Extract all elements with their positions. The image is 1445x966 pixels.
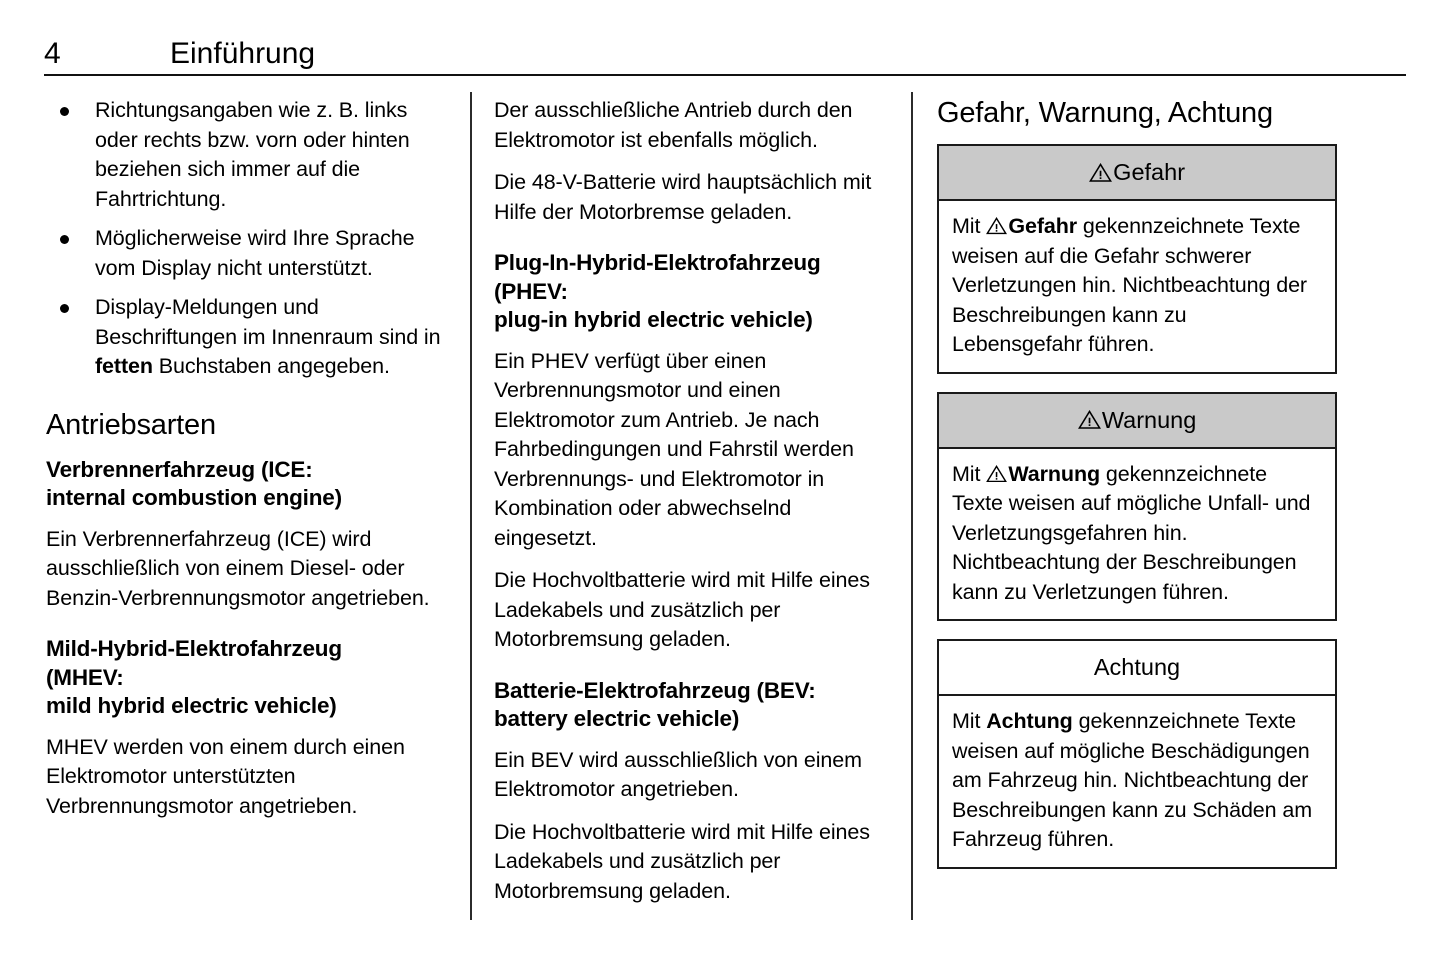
notice-title-gefahr-label: Gefahr	[1113, 159, 1186, 185]
header-rule	[44, 74, 1406, 76]
notice-box-warnung	[937, 392, 1337, 622]
notice-body-gefahr-bold: Gefahr	[1008, 214, 1078, 238]
list-item	[46, 224, 450, 283]
list-item-text: Möglicherweise wird Ihre Sprache vom Display nicht unterstützt.	[95, 226, 415, 280]
paragraph-mhev-cont-2: Die 48-V-Batterie wird hauptsächlich mit Hilfe der Motorbremse geladen.	[494, 170, 872, 224]
notice-body-achtung-before: Mit	[952, 709, 987, 733]
subheading-mhev-de-2: (MHEV:	[46, 664, 124, 690]
subheading-ice-en: internal combustion engine)	[46, 485, 342, 510]
notice-title-achtung	[939, 641, 1335, 696]
page-title: Einführung	[170, 37, 316, 70]
warning-triangle-icon	[986, 465, 1007, 483]
subheading-phev-en: plug-in hybrid electric vehicle)	[494, 307, 813, 332]
notice-body-gefahr	[939, 201, 1335, 372]
notice-body-warnung-bold: Warnung	[1008, 461, 1101, 486]
bullet-dot-icon	[60, 304, 69, 313]
notice-body-achtung-after: gekennzeichnete Texte weisen auf mögliche Beschädigungen am Fahrzeug hin. Nichtbeachtung der Beschreibungen kann zu Schäden am Fahrzeug führen.	[952, 709, 1313, 851]
paragraph-bev-body-2: Die Hochvoltbatterie wird mit Hilfe eines Ladekabels und zusätzlich per Motorbremsung geladen.	[494, 819, 870, 903]
list-item-text-before: Display-Meldungen und Beschriftungen im Innenraum sind in	[95, 295, 441, 349]
subheading-phev	[494, 249, 894, 335]
subheading-phev-de-1: Plug-In-Hybrid-Elektrofahrzeug	[494, 250, 821, 275]
notice-title-warnung-label: Warnung	[1101, 406, 1197, 433]
list-item-text: Richtungsangaben wie z. B. links oder rechts bzw. vorn oder hinten beziehen sich immer auf die Fahrtrichtung.	[95, 98, 410, 211]
paragraph-mhev-cont-1: Der ausschließliche Antrieb durch den Elektromotor ist ebenfalls möglich.	[494, 98, 853, 152]
column-divider-1	[470, 92, 472, 920]
subheading-mhev-en: mild hybrid electric vehicle)	[46, 693, 337, 718]
notice-box-achtung	[937, 639, 1337, 869]
notice-body-warnung	[939, 449, 1335, 620]
paragraph-phev-body-2: Die Hochvoltbatterie wird mit Hilfe eines Ladekabels und zusätzlich per Motorbremsung geladen.	[494, 568, 870, 651]
subheading-ice-de: Verbrennerfahrzeug (ICE:	[46, 456, 313, 482]
paragraph-phev-body-1: Ein PHEV verfügt über einen Verbrennungsmotor und einen Elektromotor zum Antrieb. Je nach Fahrbedingungen und Fahrstil werden Verbrennungs- und Elektromotor in Kombination oder abwechselnd eingesetzt.	[494, 348, 854, 550]
warning-triangle-icon	[1078, 410, 1101, 429]
notice-body-gefahr-before: Mit	[952, 214, 987, 238]
column-divider-2	[911, 92, 913, 920]
warning-triangle-icon	[1089, 163, 1112, 182]
page-header	[44, 36, 1406, 76]
paragraph-mhev-body: MHEV werden von einem durch einen Elektromotor unterstützten Verbrennungsmotor angetrieben.	[46, 734, 405, 818]
content-column-1	[46, 96, 450, 834]
subheading-bev-en: battery electric vehicle)	[494, 706, 740, 731]
bullet-dot-icon	[60, 107, 69, 116]
notice-title-achtung-label: Achtung	[1093, 654, 1181, 680]
notice-body-warnung-after: gekennzeichnete Texte weisen auf mögliche Unfall- und Verletzungsgefahren hin. Nichtbeachtung der Beschreibungen kann zu Verletzungen führen.	[952, 461, 1311, 604]
page-number: 4	[44, 37, 61, 70]
list-item	[46, 96, 450, 214]
subheading-mhev	[46, 635, 450, 721]
intro-bullet-list	[46, 96, 450, 382]
notice-body-warnung-before: Mit	[952, 461, 987, 486]
section-heading-gefahr-warnung-achtung: Gefahr, Warnung, Achtung	[937, 97, 1273, 129]
subheading-ice	[46, 456, 450, 513]
notice-body-achtung-bold: Achtung	[986, 709, 1073, 733]
notice-box-gefahr	[937, 144, 1337, 374]
warning-triangle-icon	[986, 217, 1007, 235]
bullet-dot-icon	[60, 235, 69, 244]
notice-title-gefahr	[939, 146, 1335, 201]
subheading-phev-de-2: (PHEV:	[494, 278, 568, 304]
content-column-2	[494, 96, 894, 919]
subheading-mhev-de-1: Mild-Hybrid-Elektrofahrzeug	[46, 636, 342, 661]
subheading-bev	[494, 677, 894, 734]
notice-body-achtung	[939, 696, 1335, 867]
paragraph-ice-body: Ein Verbrennerfahrzeug (ICE) wird ausschließlich von einem Diesel- oder Benzin-Verbrennungsmotor angetrieben.	[46, 526, 430, 610]
list-item	[46, 293, 450, 382]
notice-title-warnung	[939, 394, 1335, 449]
content-column-3	[937, 96, 1337, 887]
list-item-text-emphasis: fetten	[95, 354, 153, 378]
subheading-bev-de: Batterie-Elektrofahrzeug (BEV:	[494, 677, 816, 703]
notice-body-gefahr-after: gekennzeichnete Texte weisen auf die Gefahr schwerer Verletzungen hin. Nichtbeachtung der Beschreibungen kann zu Lebensgefahr führen.	[952, 214, 1307, 356]
section-heading-antriebsarten: Antriebsarten	[46, 408, 216, 441]
list-item-text-after: Buchstaben angegeben.	[152, 354, 390, 378]
paragraph-bev-body-1: Ein BEV wird ausschließlich von einem Elektromotor angetrieben.	[494, 747, 862, 801]
